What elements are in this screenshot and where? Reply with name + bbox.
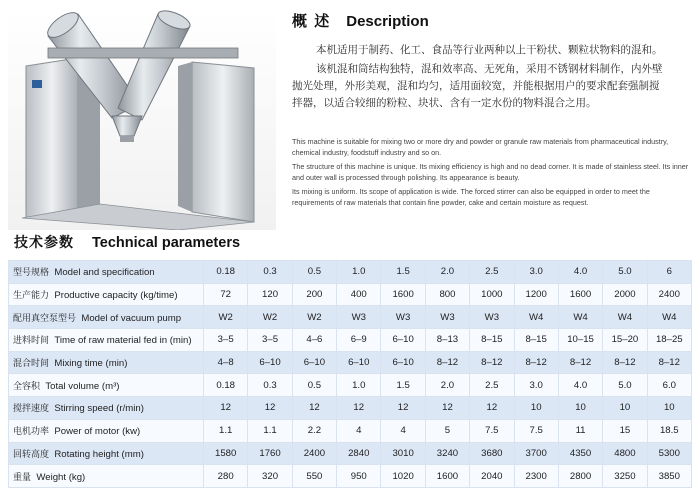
- table-cell: W2: [204, 306, 248, 329]
- row-label-cn: 搅拌速度: [13, 404, 50, 415]
- row-label-en: Productive capacity (kg/time): [54, 290, 178, 302]
- row-label-en: Weight (kg): [36, 471, 86, 483]
- table-cell: 4.0: [558, 261, 602, 284]
- table-cell: 4: [337, 419, 381, 442]
- table-cell: 5.0: [603, 261, 647, 284]
- row-label-cell: [9, 442, 204, 465]
- table-cell: 0.3: [248, 374, 292, 397]
- table-cell: 2400: [292, 442, 336, 465]
- table-cell: W2: [248, 306, 292, 329]
- table-cell: 1600: [425, 465, 469, 488]
- description-en-paragraph: This machine is suitable for mixing two or more dry and powder or granule raw materials from pharmaceutical industry, chemical industry, foodstuff industry and so on.: [292, 137, 669, 158]
- table-cell: 1000: [470, 283, 514, 306]
- table-cell: W3: [337, 306, 381, 329]
- description-heading: [292, 10, 429, 31]
- table-cell: 1.1: [248, 419, 292, 442]
- description-cn-line: 本机适用于制药、化工、食品等行业两种以上干粉状、颗粒状物料的混和。: [316, 44, 663, 56]
- table-cell: 6: [647, 261, 691, 284]
- technical-title-cn: 技术参数: [14, 235, 74, 251]
- table-cell: 4800: [603, 442, 647, 465]
- table-cell: 15–20: [603, 329, 647, 352]
- table-cell: 3–5: [248, 329, 292, 352]
- table-cell: 6.0: [647, 374, 691, 397]
- table-cell: 2.0: [425, 261, 469, 284]
- table-cell: 1.0: [337, 261, 381, 284]
- table-row: [9, 397, 692, 420]
- row-label-cell: [9, 306, 204, 329]
- table-row: [9, 283, 692, 306]
- table-cell: 800: [425, 283, 469, 306]
- table-cell: 280: [204, 465, 248, 488]
- table-cell: 1600: [381, 283, 425, 306]
- table-cell: 12: [425, 397, 469, 420]
- table-cell: 12: [204, 397, 248, 420]
- table-cell: 10: [603, 397, 647, 420]
- table-cell: 18–25: [647, 329, 691, 352]
- row-label-en: Power of motor (kw): [54, 426, 141, 438]
- table-cell: 2.5: [470, 374, 514, 397]
- table-cell: 1600: [558, 283, 602, 306]
- row-label-cn: 配用真空泵型号: [13, 313, 77, 324]
- table-cell: 7.5: [514, 419, 558, 442]
- table-cell: 0.5: [292, 374, 336, 397]
- table-cell: 2040: [470, 465, 514, 488]
- table-cell: 4–8: [204, 351, 248, 374]
- row-label-en: Time of raw material fed in (min): [54, 335, 192, 347]
- table-cell: 4–6: [292, 329, 336, 352]
- table-cell: W4: [647, 306, 691, 329]
- row-label-cell: [9, 419, 204, 442]
- row-label-en: Model of vacuum pump: [81, 312, 182, 324]
- table-cell: 3–5: [204, 329, 248, 352]
- table-cell: 12: [292, 397, 336, 420]
- table-cell: 8–12: [425, 351, 469, 374]
- table-cell: 3700: [514, 442, 558, 465]
- table-cell: 3850: [647, 465, 691, 488]
- table-cell: 400: [337, 283, 381, 306]
- table-cell: 5: [425, 419, 469, 442]
- table-cell: 2400: [647, 283, 691, 306]
- table-cell: W3: [470, 306, 514, 329]
- row-label-cell: [9, 329, 204, 352]
- table-cell: 8–15: [514, 329, 558, 352]
- table-cell: 2.5: [470, 261, 514, 284]
- table-cell: 3010: [381, 442, 425, 465]
- table-cell: 2000: [603, 283, 647, 306]
- row-label-en: Rotating height (mm): [54, 448, 144, 460]
- table-cell: 1.1: [204, 419, 248, 442]
- row-label-cell: [9, 283, 204, 306]
- table-cell: 6–10: [337, 351, 381, 374]
- row-label-cn: 生产能力: [13, 291, 50, 302]
- table-cell: 0.18: [204, 374, 248, 397]
- row-label-cell: [9, 351, 204, 374]
- table-cell: 200: [292, 283, 336, 306]
- table-cell: 3240: [425, 442, 469, 465]
- table-row: [9, 329, 692, 352]
- row-label-en: Mixing time (min): [54, 358, 128, 370]
- technical-parameters-table: [8, 260, 692, 488]
- description-cn-line: 该机混和筒结构独特，混和效率高、无死角，采用不锈钢材料制作，内外壁: [316, 63, 663, 75]
- table-cell: 12: [381, 397, 425, 420]
- description-en-paragraph: The structure of this machine is unique. Its mixing efficiency is high and no dead corner. It is made of stainless steel. Its inner and outer wall is processed through polishing. Its appearance is beauty.: [292, 161, 689, 183]
- table-cell: 950: [337, 465, 381, 488]
- row-label-en: Stirring speed (r/min): [54, 403, 144, 415]
- table-cell: 1.0: [337, 374, 381, 397]
- row-label-cn: 回转高度: [13, 449, 50, 460]
- table-row: [9, 306, 692, 329]
- table-cell: 12: [470, 397, 514, 420]
- table-cell: 8–15: [470, 329, 514, 352]
- table-cell: 8–12: [470, 351, 514, 374]
- row-label-cell: [9, 261, 204, 284]
- table-cell: 6–9: [337, 329, 381, 352]
- table-cell: 5.0: [603, 374, 647, 397]
- table-row: [9, 465, 692, 488]
- table-cell: W2: [292, 306, 336, 329]
- table-cell: 2.2: [292, 419, 336, 442]
- table-cell: 3.0: [514, 261, 558, 284]
- table-cell: 11: [558, 419, 602, 442]
- row-label-cn: 混合时间: [13, 359, 50, 370]
- description-title-en: Description: [346, 13, 429, 30]
- table-cell: 10: [514, 397, 558, 420]
- row-label-cell: [9, 374, 204, 397]
- table-row: [9, 261, 692, 284]
- description-cn-line: 拌器，以适合较细的粉粒、块状、含有一定水份的物料混合之用。: [292, 97, 597, 109]
- row-label-cell: [9, 397, 204, 420]
- description-en-paragraph: Its mixing is uniform. Its scope of application is wide. The forced stirrer can also be equipped in order to meet the requirements of raw materials that contain fine powder, cake and certain moisture as request.: [292, 186, 650, 208]
- row-label-en: Total volume (m³): [45, 380, 120, 392]
- table-cell: 1020: [381, 465, 425, 488]
- table-cell: 15: [603, 419, 647, 442]
- table-cell: W3: [381, 306, 425, 329]
- table-cell: W4: [514, 306, 558, 329]
- row-label-cn: 进料时间: [13, 336, 50, 347]
- table-cell: 8–12: [514, 351, 558, 374]
- table-cell: 3250: [603, 465, 647, 488]
- table-cell: 12: [337, 397, 381, 420]
- row-label-cn: 电机功率: [13, 427, 50, 438]
- table-cell: 3680: [470, 442, 514, 465]
- description-cn-line: 抛光处理，外形美观，混和均匀，适用面较宽，并能根据用户的要求配套强制搅: [292, 80, 660, 92]
- table-cell: 8–12: [558, 351, 602, 374]
- row-label-cell: [9, 465, 204, 488]
- table-cell: 2840: [337, 442, 381, 465]
- row-label-cn: 型号规格: [13, 268, 50, 279]
- technical-parameters-heading: [14, 232, 240, 252]
- v-mixer-machine-photo: [8, 8, 276, 230]
- table-cell: 0.5: [292, 261, 336, 284]
- table-cell: 18.5: [647, 419, 691, 442]
- table-cell: 6–10: [381, 351, 425, 374]
- table-cell: 2800: [558, 465, 602, 488]
- table-cell: 10: [558, 397, 602, 420]
- table-cell: 12: [248, 397, 292, 420]
- table-cell: 7.5: [470, 419, 514, 442]
- table-cell: W4: [603, 306, 647, 329]
- table-cell: 1.5: [381, 374, 425, 397]
- table-cell: W4: [558, 306, 602, 329]
- table-cell: 10: [647, 397, 691, 420]
- row-label-en: Model and specification: [54, 267, 155, 279]
- table-cell: 72: [204, 283, 248, 306]
- description-title-cn: 概 述: [292, 12, 331, 30]
- table-cell: 6–10: [381, 329, 425, 352]
- table-cell: 0.3: [248, 261, 292, 284]
- table-cell: 1760: [248, 442, 292, 465]
- table-cell: 4.0: [558, 374, 602, 397]
- table-cell: 3.0: [514, 374, 558, 397]
- table-cell: 5300: [647, 442, 691, 465]
- table-row: [9, 419, 692, 442]
- table-cell: 2300: [514, 465, 558, 488]
- technical-title-en: Technical parameters: [92, 235, 241, 251]
- table-cell: W3: [425, 306, 469, 329]
- table-cell: 8–13: [425, 329, 469, 352]
- table-cell: 4350: [558, 442, 602, 465]
- table-cell: 1200: [514, 283, 558, 306]
- table-cell: 6–10: [292, 351, 336, 374]
- table-cell: 2.0: [425, 374, 469, 397]
- table-cell: 6–10: [248, 351, 292, 374]
- table-cell: 1.5: [381, 261, 425, 284]
- table-cell: 8–12: [647, 351, 691, 374]
- row-label-cn: 全容积: [13, 381, 41, 392]
- table-cell: 10–15: [558, 329, 602, 352]
- table-cell: 0.18: [204, 261, 248, 284]
- table-row: [9, 374, 692, 397]
- table-cell: 8–12: [603, 351, 647, 374]
- description-en-block: [292, 136, 690, 210]
- table-cell: 1580: [204, 442, 248, 465]
- table-row: [9, 442, 692, 465]
- table-cell: 550: [292, 465, 336, 488]
- row-label-cn: 重量: [13, 472, 32, 483]
- table-cell: 4: [381, 419, 425, 442]
- table-cell: 120: [248, 283, 292, 306]
- table-row: [9, 351, 692, 374]
- table-cell: 320: [248, 465, 292, 488]
